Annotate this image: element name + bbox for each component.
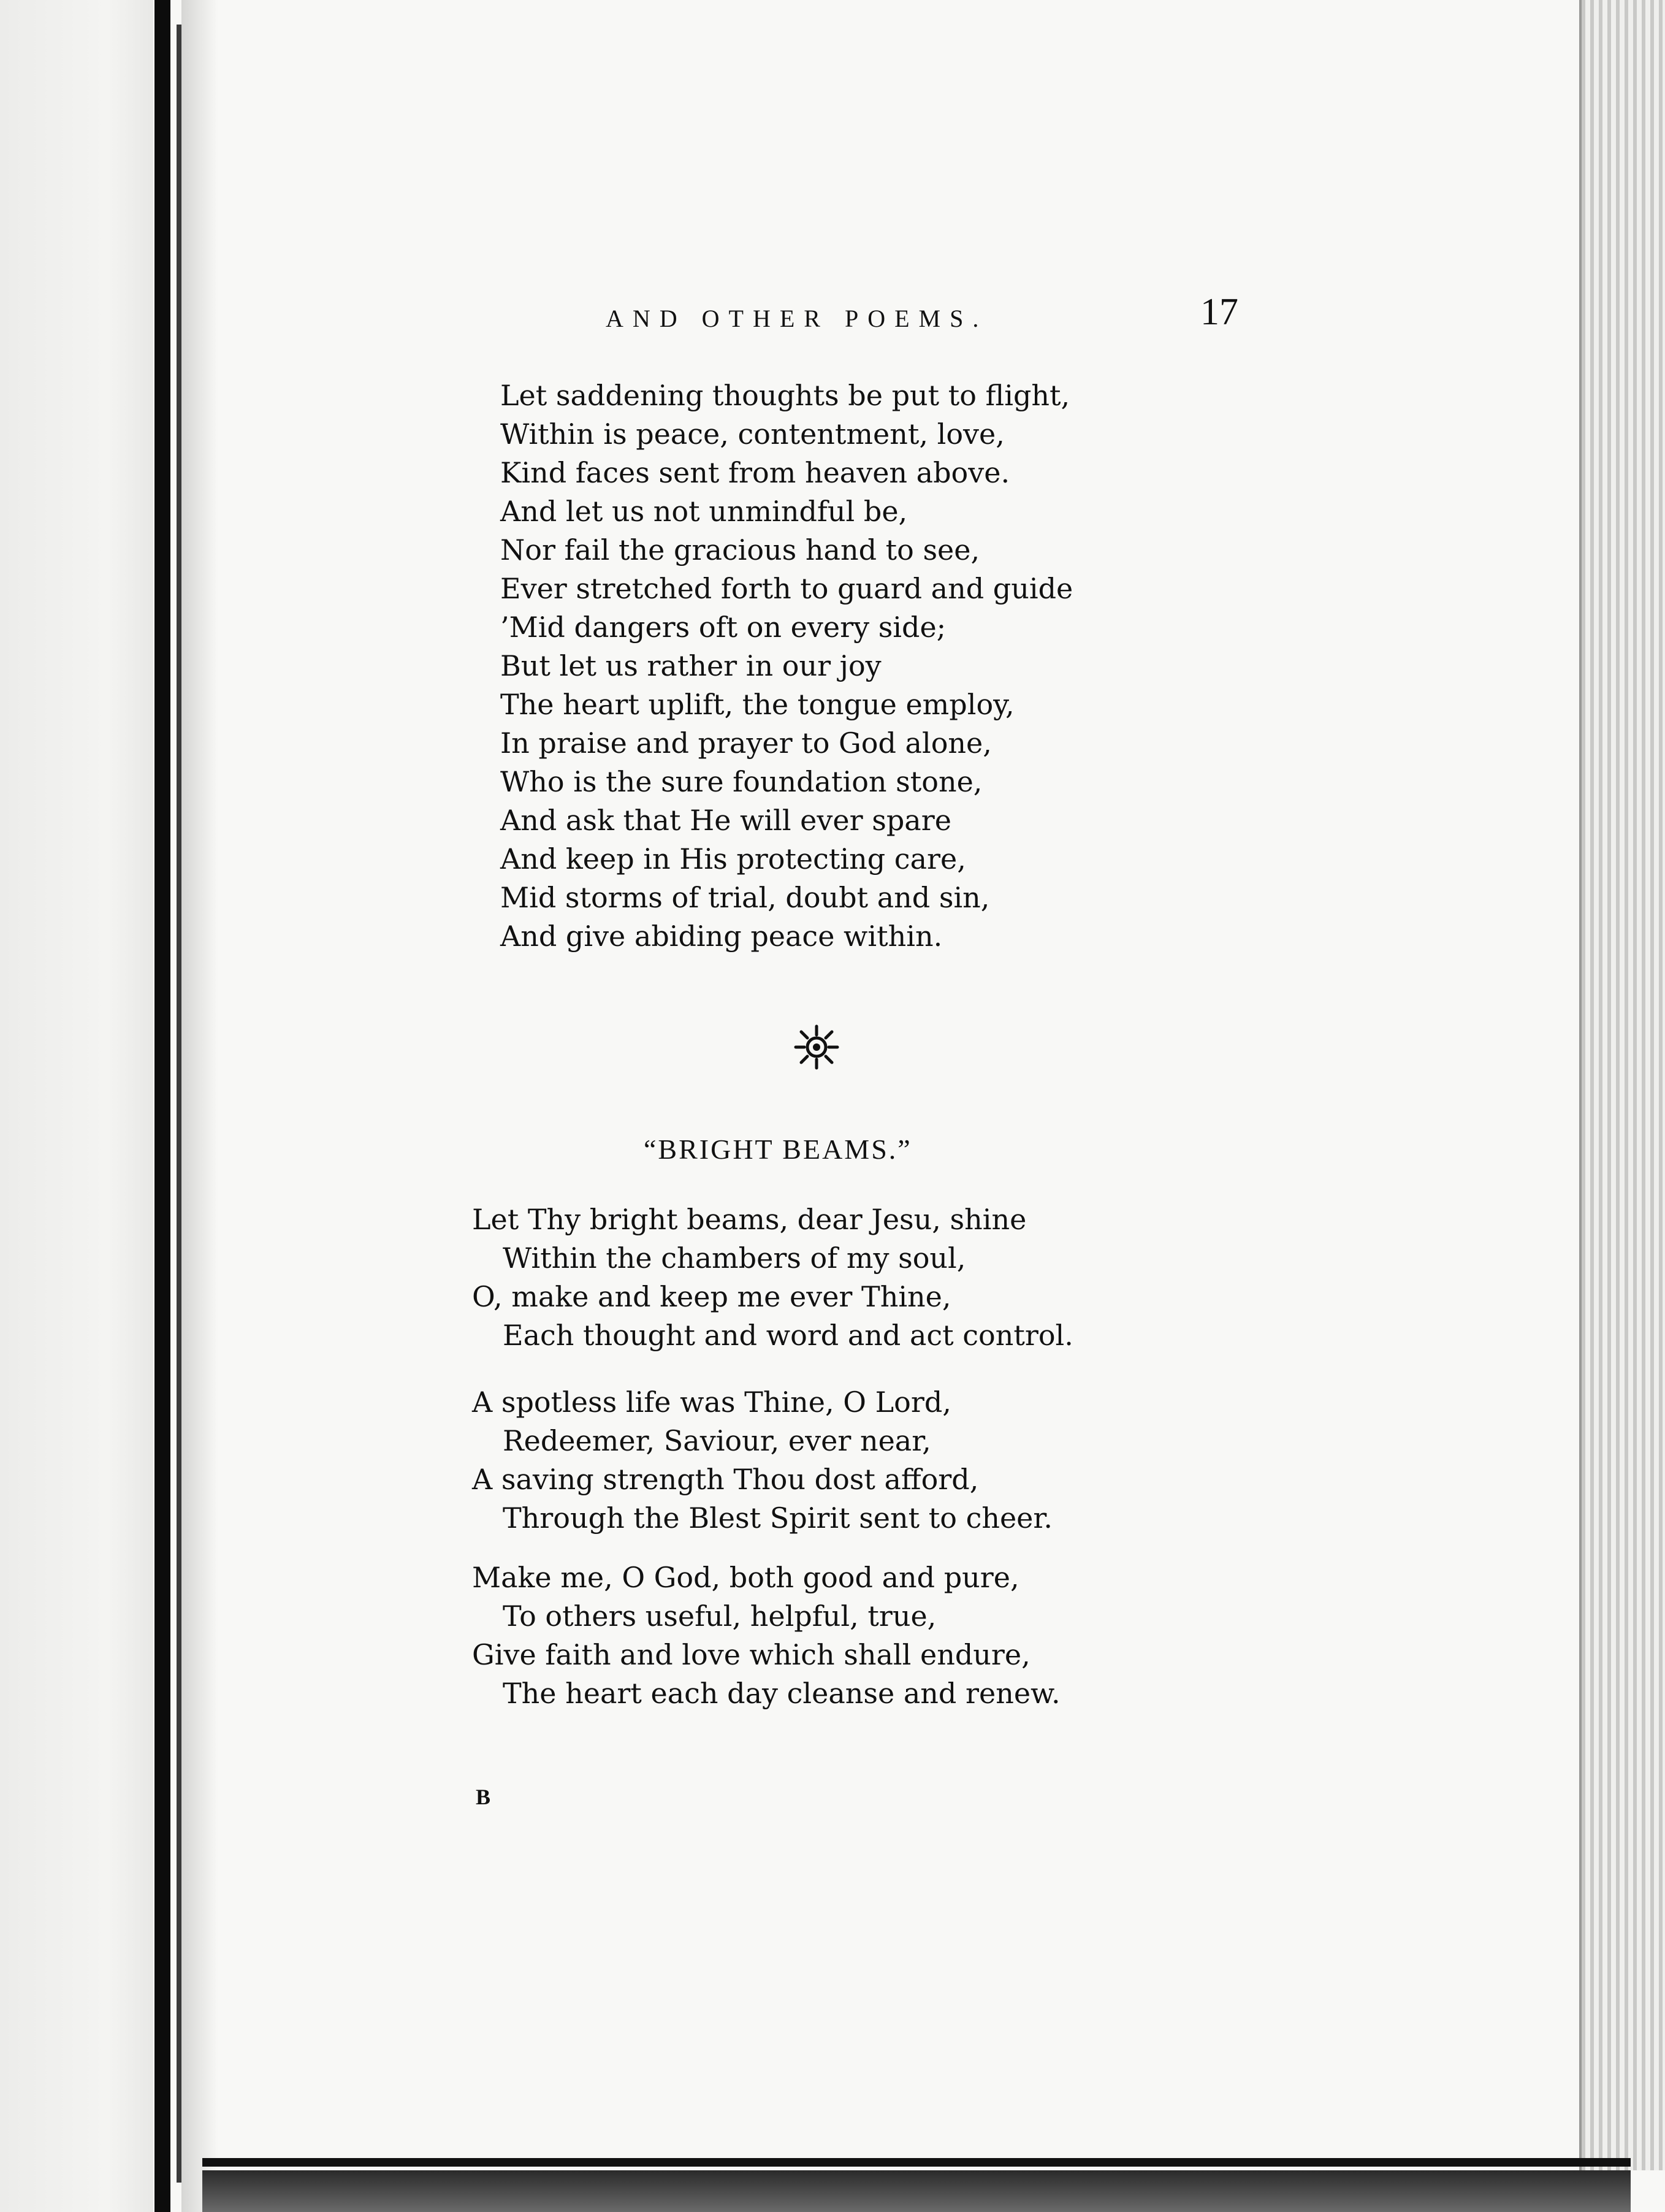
stanza-line: To others useful, helpful, true,: [503, 1600, 937, 1633]
verse-line: Nor fail the gracious hand to see,: [500, 533, 980, 566]
poem-title: “BRIGHT BEAMS.”: [644, 1134, 912, 1165]
running-head: AND OTHER POEMS.: [606, 305, 988, 332]
verse-line: Let saddening thoughts be put to flight,: [500, 379, 1070, 412]
stanza: [472, 1383, 1053, 1538]
stanza-line: The heart each day cleanse and renew.: [503, 1677, 1061, 1710]
verse-line: And keep in His protecting care,: [500, 842, 966, 875]
verse-line: And give abiding peace within.: [500, 920, 943, 953]
page-number: 17: [1200, 291, 1238, 333]
stanza-line: Through the Blest Spirit sent to cheer.: [503, 1501, 1053, 1535]
verse-line: Mid storms of trial, doubt and sin,: [500, 881, 990, 914]
verse-line: Kind faces sent from heaven above.: [500, 456, 1010, 489]
verse-line: Ever stretched forth to guard and guide: [500, 572, 1073, 605]
stanza: [472, 1558, 1061, 1713]
stanza-line: A spotless life was Thine, O Lord,: [472, 1386, 951, 1419]
continued-verse: [500, 376, 1073, 956]
stanza-line: O, make and keep me ever Thine,: [472, 1280, 951, 1313]
verse-line: The heart uplift, the tongue employ,: [500, 688, 1015, 721]
stanza: [472, 1200, 1073, 1355]
verse-line: And ask that He will ever spare: [500, 804, 951, 837]
stanza-line: Make me, O God, both good and pure,: [472, 1561, 1019, 1594]
stanza-line: Give faith and love which shall endure,: [472, 1638, 1031, 1671]
verse-line: In praise and prayer to God alone,: [500, 727, 992, 760]
verse-line: Who is the sure foundation stone,: [500, 765, 983, 798]
verse-line: And let us not unmindful be,: [500, 495, 908, 528]
stanza-line: Each thought and word and act control.: [503, 1319, 1073, 1352]
stanza-line: Redeemer, Saviour, ever near,: [503, 1424, 931, 1457]
star-ornament-icon: [793, 1024, 840, 1070]
stanza-line: Let Thy bright beams, dear Jesu, shine: [472, 1203, 1027, 1236]
verse-line: Within is peace, contentment, love,: [500, 418, 1005, 451]
verse-line: ’Mid dangers oft on every side;: [500, 611, 947, 644]
stanza-line: A saving strength Thou dost afford,: [472, 1463, 979, 1496]
signature-mark: B: [476, 1785, 491, 1809]
verse-line: But let us rather in our joy: [500, 649, 882, 682]
stanza-line: Within the chambers of my soul,: [503, 1241, 966, 1275]
